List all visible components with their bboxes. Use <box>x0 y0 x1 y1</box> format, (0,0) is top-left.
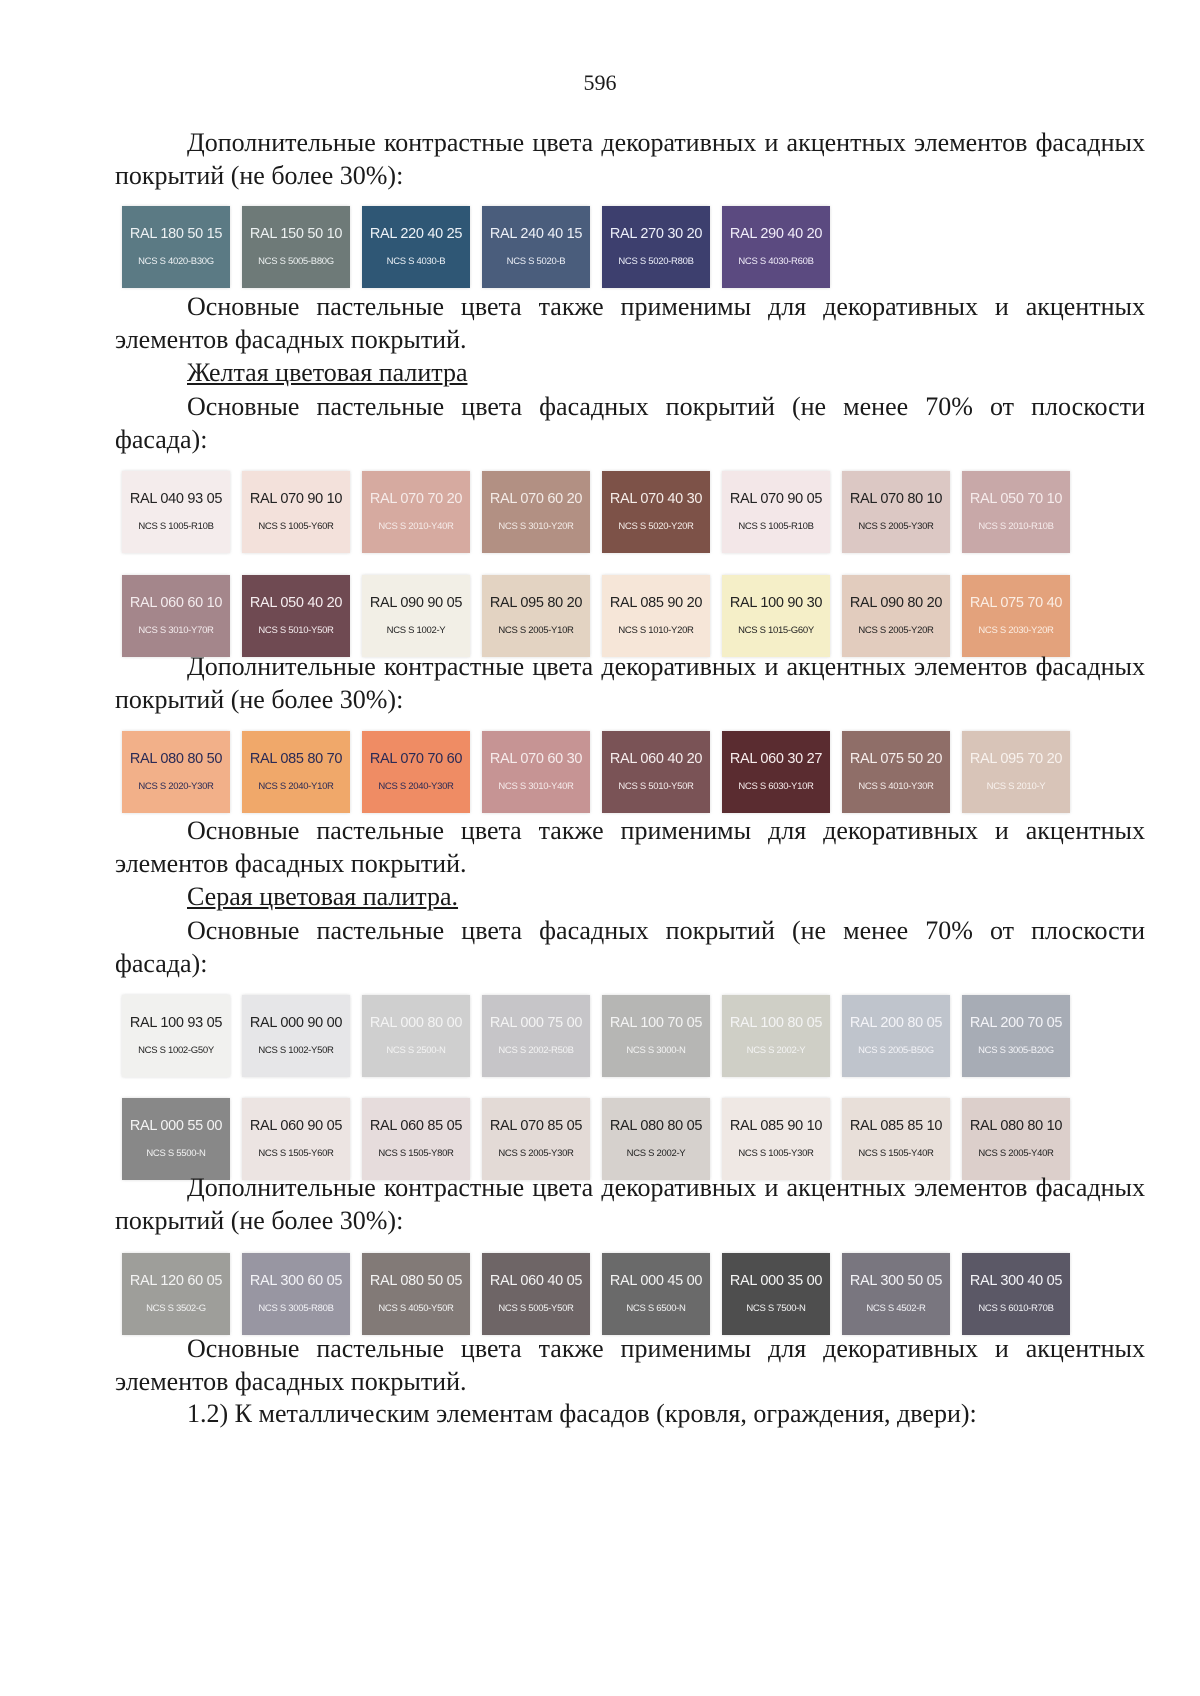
color-swatch <box>362 1098 470 1180</box>
ral-code: RAL 070 85 05 <box>489 1118 583 1134</box>
ncs-code: NCS S 4030-B <box>386 256 446 267</box>
ral-code: RAL 150 50 10 <box>249 226 343 242</box>
ral-code: RAL 085 90 10 <box>729 1118 823 1134</box>
color-swatch <box>482 731 590 813</box>
color-swatch <box>122 731 230 813</box>
ral-code: RAL 070 80 10 <box>849 491 943 507</box>
ncs-code: NCS S 3005-R80B <box>258 1303 334 1314</box>
paragraph-pastel-also <box>115 1332 1145 1398</box>
color-swatch <box>842 1253 950 1335</box>
ral-code: RAL 300 60 05 <box>249 1273 343 1289</box>
color-swatch <box>602 206 710 288</box>
color-swatch <box>962 731 1070 813</box>
ral-code: RAL 070 90 10 <box>249 491 343 507</box>
ncs-code: NCS S 2010-Y <box>986 781 1046 792</box>
ral-code: RAL 080 50 05 <box>369 1273 463 1289</box>
color-swatch <box>842 731 950 813</box>
ral-code: RAL 085 80 70 <box>249 751 343 767</box>
color-swatch <box>722 206 830 288</box>
color-swatch <box>122 575 230 657</box>
color-swatch <box>242 731 350 813</box>
ral-code: RAL 240 40 15 <box>489 226 583 242</box>
ral-code: RAL 060 40 20 <box>609 751 703 767</box>
paragraph-pastel-also <box>115 814 1145 880</box>
color-swatch <box>962 471 1070 553</box>
ral-code: RAL 270 30 20 <box>609 226 703 242</box>
color-swatch <box>842 471 950 553</box>
color-swatch <box>362 471 470 553</box>
ncs-code: NCS S 5020-R80B <box>618 256 694 267</box>
ral-code: RAL 085 85 10 <box>849 1118 943 1134</box>
color-swatch <box>962 1253 1070 1335</box>
color-swatch <box>602 995 710 1077</box>
heading-yellow-palette: Желтая цветовая палитра <box>187 358 468 387</box>
ncs-code: NCS S 1002-G50Y <box>138 1045 214 1056</box>
color-swatch <box>362 1253 470 1335</box>
color-swatch <box>962 575 1070 657</box>
ral-code: RAL 000 75 00 <box>489 1015 583 1031</box>
ral-code: RAL 000 80 00 <box>369 1015 463 1031</box>
color-swatch <box>482 471 590 553</box>
ncs-code: NCS S 3005-B20G <box>978 1045 1054 1056</box>
ral-code: RAL 070 60 30 <box>489 751 583 767</box>
ncs-code: NCS S 2005-Y30R <box>858 521 934 532</box>
ral-code: RAL 000 90 00 <box>249 1015 343 1031</box>
ncs-code: NCS S 5010-Y50R <box>258 625 334 636</box>
ncs-code: NCS S 1505-Y80R <box>378 1148 454 1159</box>
ncs-code: NCS S 6500-N <box>626 1303 686 1314</box>
ncs-code: NCS S 5020-Y20R <box>618 521 694 532</box>
ncs-code: NCS S 1002-Y50R <box>258 1045 334 1056</box>
paragraph-pastel-also <box>115 290 1145 356</box>
paragraph-main-colors <box>115 390 1145 456</box>
ncs-code: NCS S 2002-R50B <box>498 1045 574 1056</box>
swatch-row <box>122 731 1122 813</box>
color-swatch <box>242 575 350 657</box>
ncs-code: NCS S 1015-G60Y <box>738 625 814 636</box>
ncs-code: NCS S 2010-Y40R <box>378 521 454 532</box>
paragraph-text: Основные пастельные цвета также применимы для декоративных и акцентных элементов фасадных покрытий. <box>115 1334 1145 1396</box>
ncs-code: NCS S 2005-Y10R <box>498 625 574 636</box>
ncs-code: NCS S 4020-B30G <box>138 256 214 267</box>
ncs-code: NCS S 4030-R60B <box>738 256 814 267</box>
color-swatch <box>602 731 710 813</box>
color-swatch <box>482 575 590 657</box>
color-swatch <box>122 471 230 553</box>
ral-code: RAL 095 80 20 <box>489 595 583 611</box>
paragraph-text: Основные пастельные цвета фасадных покрытий (не менее 70% от плоскости фасада): <box>115 392 1145 454</box>
color-swatch <box>242 1098 350 1180</box>
ncs-code: NCS S 2005-Y40R <box>978 1148 1054 1159</box>
ncs-code: NCS S 1010-Y20R <box>618 625 694 636</box>
paragraph-text: Дополнительные контрастные цвета декоративных и акцентных элементов фасадных покрытий (не более 30%): <box>115 128 1145 190</box>
swatch-row <box>122 1098 1122 1180</box>
ncs-code: NCS S 2030-Y20R <box>978 625 1054 636</box>
ral-code: RAL 290 40 20 <box>729 226 823 242</box>
color-swatch <box>962 1098 1070 1180</box>
color-swatch <box>602 1098 710 1180</box>
color-swatch <box>482 206 590 288</box>
color-swatch <box>482 1253 590 1335</box>
ncs-code: NCS S 1005-R10B <box>738 521 814 532</box>
paragraph-text: Основные пастельные цвета также применимы для декоративных и акцентных элементов фасадных покрытий. <box>115 292 1145 354</box>
color-swatch <box>242 1253 350 1335</box>
ral-code: RAL 100 70 05 <box>609 1015 703 1031</box>
color-swatch <box>362 995 470 1077</box>
ncs-code: NCS S 6010-R70B <box>978 1303 1054 1314</box>
swatch-row <box>122 471 1122 553</box>
color-swatch <box>722 575 830 657</box>
color-swatch <box>722 1253 830 1335</box>
color-swatch <box>722 471 830 553</box>
ncs-code: NCS S 2010-R10B <box>978 521 1054 532</box>
ral-code: RAL 090 80 20 <box>849 595 943 611</box>
ncs-code: NCS S 5010-Y50R <box>618 781 694 792</box>
color-swatch <box>242 206 350 288</box>
color-swatch <box>362 731 470 813</box>
color-swatch <box>722 995 830 1077</box>
color-swatch <box>482 995 590 1077</box>
ral-code: RAL 300 40 05 <box>969 1273 1063 1289</box>
swatch-row <box>122 206 962 288</box>
ncs-code: NCS S 1505-Y40R <box>858 1148 934 1159</box>
color-swatch <box>122 1253 230 1335</box>
ral-code: RAL 070 70 60 <box>369 751 463 767</box>
ncs-code: NCS S 2020-Y30R <box>138 781 214 792</box>
paragraph-text: Дополнительные контрастные цвета декоративных и акцентных элементов фасадных покрытий (не более 30%): <box>115 1173 1145 1235</box>
ncs-code: NCS S 2002-Y <box>626 1148 686 1159</box>
ral-code: RAL 060 60 10 <box>129 595 223 611</box>
color-swatch <box>842 995 950 1077</box>
paragraph-text: Дополнительные контрастные цвета декоративных и акцентных элементов фасадных покрытий (не более 30%): <box>115 652 1145 714</box>
heading-grey-palette: Серая цветовая палитра. <box>187 882 459 911</box>
ral-code: RAL 070 70 20 <box>369 491 463 507</box>
paragraph-contrast-colors <box>115 126 1145 192</box>
ral-code: RAL 090 90 05 <box>369 595 463 611</box>
color-swatch <box>122 995 230 1077</box>
ral-code: RAL 080 80 05 <box>609 1118 703 1134</box>
ncs-code: NCS S 2002-Y <box>746 1045 806 1056</box>
ral-code: RAL 050 70 10 <box>969 491 1063 507</box>
ral-code: RAL 000 35 00 <box>729 1273 823 1289</box>
color-swatch <box>722 731 830 813</box>
ral-code: RAL 180 50 15 <box>129 226 223 242</box>
ral-code: RAL 075 50 20 <box>849 751 943 767</box>
ncs-code: NCS S 4010-Y30R <box>858 781 934 792</box>
color-swatch <box>122 1098 230 1180</box>
ral-code: RAL 050 40 20 <box>249 595 343 611</box>
ral-code: RAL 060 40 05 <box>489 1273 583 1289</box>
ncs-code: NCS S 3010-Y70R <box>138 625 214 636</box>
ral-code: RAL 070 90 05 <box>729 491 823 507</box>
ncs-code: NCS S 2005-Y20R <box>858 625 934 636</box>
ncs-code: NCS S 5005-Y50R <box>498 1303 574 1314</box>
ral-code: RAL 070 60 20 <box>489 491 583 507</box>
ncs-code: NCS S 1005-R10B <box>138 521 214 532</box>
ral-code: RAL 000 55 00 <box>129 1118 223 1134</box>
color-swatch <box>362 575 470 657</box>
ncs-code: NCS S 2005-B50G <box>858 1045 934 1056</box>
paragraph-metal-elements <box>115 1397 1145 1430</box>
ncs-code: NCS S 7500-N <box>746 1303 806 1314</box>
ral-code: RAL 100 90 30 <box>729 595 823 611</box>
ncs-code: NCS S 1002-Y <box>386 625 446 636</box>
paragraph-text: Основные пастельные цвета фасадных покрытий (не менее 70% от плоскости фасада): <box>115 916 1145 978</box>
ral-code: RAL 200 70 05 <box>969 1015 1063 1031</box>
ral-code: RAL 080 80 10 <box>969 1118 1063 1134</box>
ral-code: RAL 100 80 05 <box>729 1015 823 1031</box>
ral-code: RAL 060 85 05 <box>369 1118 463 1134</box>
ncs-code: NCS S 2500-N <box>386 1045 446 1056</box>
ncs-code: NCS S 6030-Y10R <box>738 781 814 792</box>
ncs-code: NCS S 2005-Y30R <box>498 1148 574 1159</box>
ncs-code: NCS S 3000-N <box>626 1045 686 1056</box>
ncs-code: NCS S 5005-B80G <box>258 256 334 267</box>
ncs-code: NCS S 1005-Y30R <box>738 1148 814 1159</box>
ral-code: RAL 070 40 30 <box>609 491 703 507</box>
ral-code: RAL 060 90 05 <box>249 1118 343 1134</box>
ral-code: RAL 200 80 05 <box>849 1015 943 1031</box>
paragraph-text: Основные пастельные цвета также применимы для декоративных и акцентных элементов фасадных покрытий. <box>115 816 1145 878</box>
color-swatch <box>722 1098 830 1180</box>
ncs-code: NCS S 4502-R <box>866 1303 926 1314</box>
ral-code: RAL 300 50 05 <box>849 1273 943 1289</box>
paragraph-text: 1.2) К металлическим элементам фасадов (кровля, ограждения, двери): <box>187 1399 977 1428</box>
ral-code: RAL 075 70 40 <box>969 595 1063 611</box>
color-swatch <box>242 471 350 553</box>
ncs-code: NCS S 3010-Y40R <box>498 781 574 792</box>
ral-code: RAL 120 60 05 <box>129 1273 223 1289</box>
paragraph-main-colors <box>115 914 1145 980</box>
paragraph-contrast-colors <box>115 1171 1145 1237</box>
ncs-code: NCS S 2040-Y30R <box>378 781 454 792</box>
ral-code: RAL 100 93 05 <box>129 1015 223 1031</box>
page-number: 596 <box>583 70 617 95</box>
swatch-row <box>122 1253 1122 1335</box>
ncs-code: NCS S 1505-Y60R <box>258 1148 334 1159</box>
ncs-code: NCS S 1005-Y60R <box>258 521 334 532</box>
color-swatch <box>842 1098 950 1180</box>
ncs-code: NCS S 4050-Y50R <box>378 1303 454 1314</box>
ral-code: RAL 080 80 50 <box>129 751 223 767</box>
ral-code: RAL 095 70 20 <box>969 751 1063 767</box>
color-swatch <box>362 206 470 288</box>
color-swatch <box>482 1098 590 1180</box>
ncs-code: NCS S 3010-Y20R <box>498 521 574 532</box>
color-swatch <box>602 575 710 657</box>
ncs-code: NCS S 3502-G <box>146 1303 206 1314</box>
ncs-code: NCS S 5020-B <box>506 256 566 267</box>
ncs-code: NCS S 5500-N <box>146 1148 206 1159</box>
swatch-row <box>122 995 1122 1077</box>
color-swatch <box>842 575 950 657</box>
color-swatch <box>122 206 230 288</box>
color-swatch <box>962 995 1070 1077</box>
ncs-code: NCS S 2040-Y10R <box>258 781 334 792</box>
swatch-row <box>122 575 1122 657</box>
ral-code: RAL 000 45 00 <box>609 1273 703 1289</box>
ral-code: RAL 060 30 27 <box>729 751 823 767</box>
paragraph-contrast-colors <box>115 650 1145 716</box>
ral-code: RAL 085 90 20 <box>609 595 703 611</box>
color-swatch <box>602 1253 710 1335</box>
color-swatch <box>602 471 710 553</box>
color-swatch <box>242 995 350 1077</box>
ral-code: RAL 220 40 25 <box>369 226 463 242</box>
ral-code: RAL 040 93 05 <box>129 491 223 507</box>
